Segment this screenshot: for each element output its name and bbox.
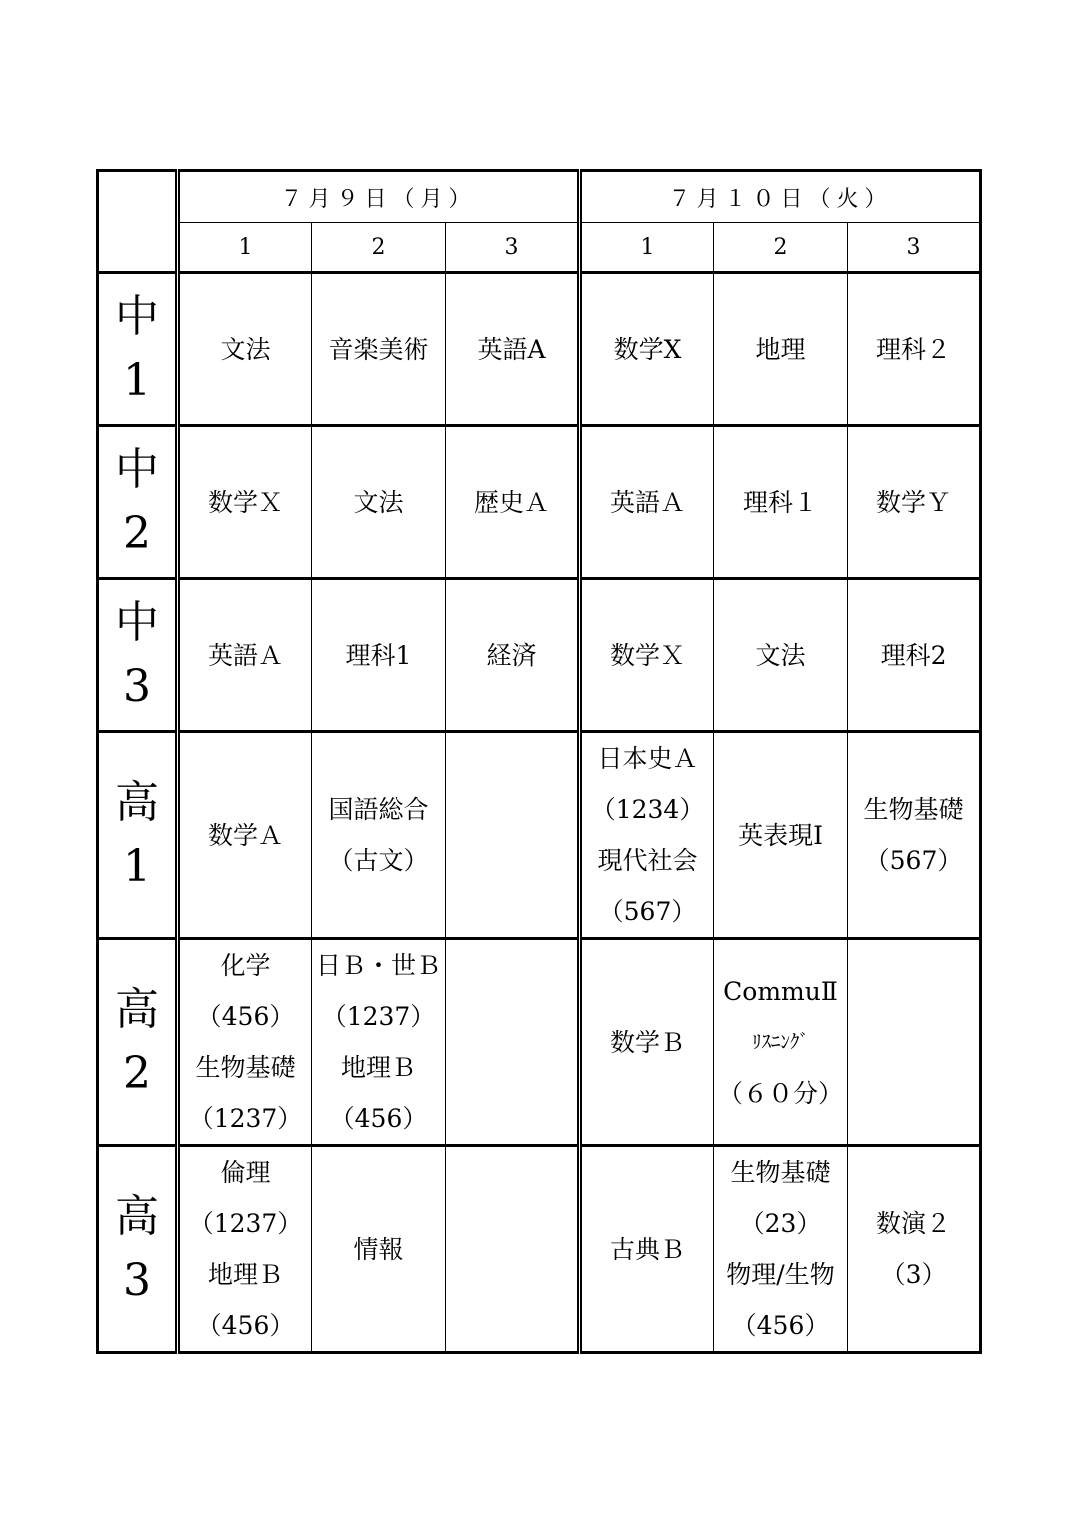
subject-line: （1237） — [188, 1104, 303, 1133]
subject-line: 生物基礎 — [195, 1053, 296, 1082]
subject-line: 数学Ｘ — [207, 487, 283, 517]
period-header-row — [98, 223, 981, 273]
subject-line: 音楽美術 — [328, 334, 429, 364]
subject-line: 理科2 — [880, 640, 947, 670]
grade-label — [98, 732, 178, 939]
subject-line: 日Ｂ・世Ｂ — [315, 951, 441, 980]
subject-line: （６０分） — [718, 1078, 844, 1108]
grade-label-part: 中 — [115, 291, 159, 342]
subject-cell — [714, 579, 848, 732]
subject-line: （1234） — [590, 795, 705, 824]
subject-line: 現代社会 — [597, 846, 698, 875]
subject-line: 生物基礎 — [730, 1158, 831, 1187]
grade-label-part: 2 — [123, 1048, 151, 1099]
grade-label — [98, 273, 178, 426]
subject-line: CommuⅡ — [723, 976, 838, 1006]
grade-label — [98, 1146, 178, 1353]
day-header: ７月１０日（火） — [580, 171, 981, 223]
grade-label-part: 高 — [115, 777, 159, 828]
subject-cell — [848, 426, 981, 579]
subject-line: ﾘｽﾆﾝｸﾞ — [752, 1030, 810, 1053]
subject-line: 地理Ｂ — [340, 1053, 416, 1082]
grade-row — [98, 939, 981, 1146]
subject-line: 理科1 — [345, 640, 412, 670]
grade-label — [98, 426, 178, 579]
grade-label-part: 1 — [123, 841, 151, 892]
subject-cell — [312, 732, 446, 939]
subject-line: （23） — [739, 1209, 822, 1238]
subject-line: 数学Ｂ — [610, 1027, 686, 1057]
grade-row — [98, 426, 981, 579]
subject-cell — [312, 426, 446, 579]
subject-line: （456） — [731, 1311, 830, 1340]
day-header-row — [98, 171, 981, 223]
subject-cell — [714, 732, 848, 939]
subject-cell — [580, 939, 714, 1146]
period-header: 1 — [178, 223, 312, 273]
subject-line: 物理/生物 — [726, 1260, 835, 1289]
grade-label-part: 中 — [115, 597, 159, 648]
subject-line: 古典Ｂ — [610, 1234, 686, 1264]
grade-label-part: 高 — [115, 984, 159, 1035]
subject-line: 理科２ — [876, 334, 952, 364]
subject-cell — [178, 732, 312, 939]
grade-label-part: 3 — [123, 661, 151, 712]
subject-cell — [848, 579, 981, 732]
subject-line: 英表現Ⅰ — [738, 820, 823, 850]
subject-line: 生物基礎 — [863, 795, 964, 824]
exam-schedule-table — [96, 169, 982, 1354]
subject-line: 数学Ｘ — [610, 640, 686, 670]
grade-label-part: 高 — [115, 1191, 159, 1242]
subject-cell — [312, 579, 446, 732]
subject-cell — [178, 426, 312, 579]
subject-line: 数学Ｙ — [876, 487, 952, 517]
subject-line: 国語総合 — [328, 795, 429, 824]
subject-cell — [714, 939, 848, 1146]
subject-cell — [178, 939, 312, 1146]
grade-row — [98, 1146, 981, 1353]
subject-cell — [848, 1146, 981, 1353]
subject-line: 英語Ａ — [610, 487, 686, 517]
subject-line: （1237） — [321, 1002, 436, 1031]
subject-cell — [580, 732, 714, 939]
subject-line: 歴史Ａ — [474, 487, 550, 517]
subject-line: 数学X — [613, 334, 682, 364]
subject-line: 地理Ｂ — [207, 1260, 283, 1289]
subject-cell — [580, 273, 714, 426]
subject-line: 数演２ — [876, 1209, 952, 1238]
subject-cell — [580, 1146, 714, 1353]
period-header: 1 — [580, 223, 714, 273]
grade-label-part: 中 — [115, 444, 159, 495]
subject-cell — [178, 1146, 312, 1353]
subject-cell — [580, 579, 714, 732]
subject-line: （567） — [864, 846, 963, 875]
subject-line: 文法 — [353, 487, 404, 517]
grade-label-part: 1 — [123, 355, 151, 406]
subject-cell — [848, 939, 981, 1146]
subject-line: 理科１ — [743, 487, 819, 517]
subject-line: 経済 — [486, 640, 537, 670]
corner-cell — [98, 171, 178, 273]
grade-row — [98, 732, 981, 939]
subject-line: 倫理 — [220, 1158, 271, 1187]
day-header: ７月９日（月） — [178, 171, 580, 223]
grade-row — [98, 579, 981, 732]
subject-line: （456） — [196, 1311, 295, 1340]
subject-line: 英語A — [477, 334, 546, 364]
subject-line: （1237） — [188, 1209, 303, 1238]
subject-cell — [580, 426, 714, 579]
subject-cell — [714, 426, 848, 579]
subject-line: 文法 — [220, 334, 271, 364]
subject-line: （3） — [880, 1260, 947, 1289]
subject-line: 情報 — [353, 1234, 404, 1264]
subject-line: 化学 — [220, 951, 271, 980]
subject-cell — [446, 732, 580, 939]
subject-cell — [178, 579, 312, 732]
grade-label — [98, 939, 178, 1146]
period-header: 3 — [848, 223, 981, 273]
subject-cell — [446, 579, 580, 732]
subject-line: 英語Ａ — [207, 640, 283, 670]
subject-cell — [848, 732, 981, 939]
period-header: 3 — [446, 223, 580, 273]
grade-row — [98, 273, 981, 426]
subject-line: （古文） — [328, 846, 429, 875]
subject-cell — [446, 1146, 580, 1353]
subject-cell — [714, 1146, 848, 1353]
subject-cell — [312, 273, 446, 426]
grade-label-part: 2 — [123, 508, 151, 559]
subject-line: （456） — [329, 1104, 428, 1133]
period-header: 2 — [312, 223, 446, 273]
subject-cell — [446, 939, 580, 1146]
subject-cell — [446, 273, 580, 426]
subject-line: （567） — [598, 897, 697, 926]
subject-cell — [714, 273, 848, 426]
grade-label — [98, 579, 178, 732]
subject-cell — [848, 273, 981, 426]
subject-line: （456） — [196, 1002, 295, 1031]
subject-line: 日本史Ａ — [597, 744, 698, 773]
subject-line: 地理 — [755, 334, 806, 364]
subject-cell — [446, 426, 580, 579]
subject-line: 文法 — [755, 640, 806, 670]
grade-label-part: 3 — [123, 1255, 151, 1306]
period-header: 2 — [714, 223, 848, 273]
subject-cell — [312, 1146, 446, 1353]
subject-cell — [178, 273, 312, 426]
subject-line: 数学Ａ — [207, 820, 283, 850]
subject-cell — [312, 939, 446, 1146]
